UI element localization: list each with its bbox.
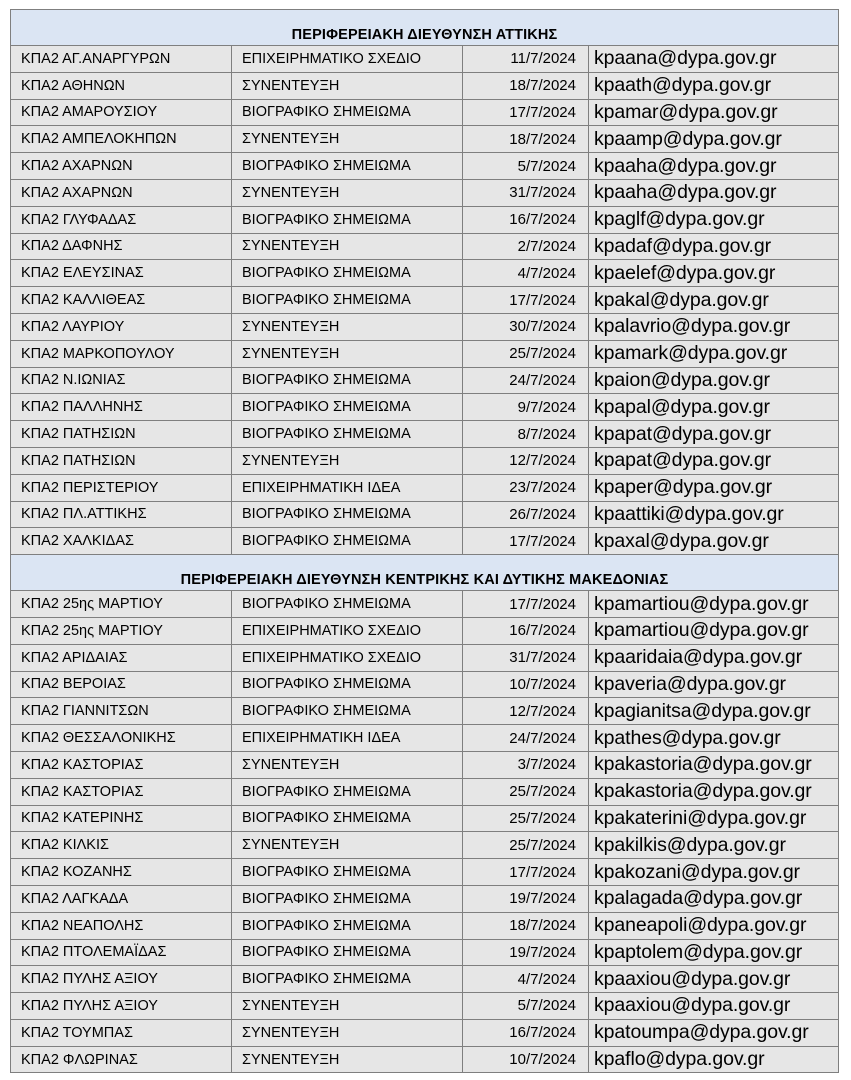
date-cell: 18/7/2024 [463,912,589,939]
topic-cell: ΣΥΝΕΝΤΕΥΞΗ [232,832,463,859]
topic-cell: ΕΠΙΧΕΙΡΗΜΑΤΙΚΗ ΙΔΕΑ [232,725,463,752]
table-row [11,644,839,671]
table-row [11,394,839,421]
topic-cell: ΒΙΟΓΡΑΦΙΚΟ ΣΗΜΕΙΩΜΑ [232,698,463,725]
email-cell: kpadaf@dypa.gov.gr [589,233,839,260]
office-cell: ΚΠΑ2 25ης ΜΑΡΤΙΟΥ [11,617,232,644]
date-cell: 16/7/2024 [463,617,589,644]
email-cell: kpaana@dypa.gov.gr [589,46,839,73]
table-row [11,206,839,233]
section-header-row [11,10,839,46]
schedule-table-body [11,10,839,1073]
email-cell: kpakal@dypa.gov.gr [589,287,839,314]
table-row [11,340,839,367]
email-cell: kpaglf@dypa.gov.gr [589,206,839,233]
email-cell: kpakastoria@dypa.gov.gr [589,778,839,805]
date-cell: 24/7/2024 [463,367,589,394]
date-cell: 31/7/2024 [463,644,589,671]
topic-cell: ΣΥΝΕΝΤΕΥΞΗ [232,233,463,260]
office-cell: ΚΠΑ2 ΝΕΑΠΟΛΗΣ [11,912,232,939]
office-cell: ΚΠΑ2 ΑΧΑΡΝΩΝ [11,153,232,180]
topic-cell: ΒΙΟΓΡΑΦΙΚΟ ΣΗΜΕΙΩΜΑ [232,591,463,618]
topic-cell: ΒΙΟΓΡΑΦΙΚΟ ΣΗΜΕΙΩΜΑ [232,671,463,698]
office-cell: ΚΠΑ2 ΛΑΥΡΙΟΥ [11,313,232,340]
date-cell: 4/7/2024 [463,966,589,993]
topic-cell: ΒΙΟΓΡΑΦΙΚΟ ΣΗΜΕΙΩΜΑ [232,805,463,832]
topic-cell: ΕΠΙΧΕΙΡΗΜΑΤΙΚΟ ΣΧΕΔΙΟ [232,46,463,73]
date-cell: 5/7/2024 [463,153,589,180]
topic-cell: ΣΥΝΕΝΤΕΥΞΗ [232,447,463,474]
date-cell: 9/7/2024 [463,394,589,421]
table-row [11,126,839,153]
office-cell: ΚΠΑ2 ΓΙΑΝΝΙΤΣΩΝ [11,698,232,725]
table-row [11,447,839,474]
office-cell: ΚΠΑ2 ΠΕΡΙΣΤΕΡΙΟΥ [11,474,232,501]
table-row [11,939,839,966]
office-cell: ΚΠΑ2 ΛΑΓΚΑΔΑ [11,885,232,912]
office-cell: ΚΠΑ2 ΠΥΛΗΣ ΑΞΙΟΥ [11,966,232,993]
office-cell: ΚΠΑ2 ΑΡΙΔΑΙΑΣ [11,644,232,671]
office-cell: ΚΠΑ2 ΑΧΑΡΝΩΝ [11,179,232,206]
email-cell: kpaper@dypa.gov.gr [589,474,839,501]
topic-cell: ΒΙΟΓΡΑΦΙΚΟ ΣΗΜΕΙΩΜΑ [232,939,463,966]
table-row [11,885,839,912]
email-cell: kpalagada@dypa.gov.gr [589,885,839,912]
office-cell: ΚΠΑ2 ΒΕΡΟΙΑΣ [11,671,232,698]
topic-cell: ΣΥΝΕΝΤΕΥΞΗ [232,751,463,778]
email-cell: kpakaterini@dypa.gov.gr [589,805,839,832]
email-cell: kpaattiki@dypa.gov.gr [589,501,839,528]
date-cell: 26/7/2024 [463,501,589,528]
table-row [11,153,839,180]
date-cell: 11/7/2024 [463,46,589,73]
table-row [11,72,839,99]
office-cell: ΚΠΑ2 Ν.ΙΩΝΙΑΣ [11,367,232,394]
date-cell: 25/7/2024 [463,778,589,805]
email-cell: kpapat@dypa.gov.gr [589,447,839,474]
date-cell: 30/7/2024 [463,313,589,340]
topic-cell: ΣΥΝΕΝΤΕΥΞΗ [232,993,463,1020]
topic-cell: ΒΙΟΓΡΑΦΙΚΟ ΣΗΜΕΙΩΜΑ [232,885,463,912]
office-cell: ΚΠΑ2 25ης ΜΑΡΤΙΟΥ [11,591,232,618]
email-cell: kpamartiou@dypa.gov.gr [589,617,839,644]
email-cell: kpakastoria@dypa.gov.gr [589,751,839,778]
date-cell: 18/7/2024 [463,72,589,99]
topic-cell: ΒΙΟΓΡΑΦΙΚΟ ΣΗΜΕΙΩΜΑ [232,421,463,448]
table-row [11,287,839,314]
topic-cell: ΣΥΝΕΝΤΕΥΞΗ [232,1046,463,1073]
table-row [11,617,839,644]
table-row [11,46,839,73]
table-row [11,501,839,528]
email-cell: kpaxal@dypa.gov.gr [589,528,839,555]
office-cell: ΚΠΑ2 ΚΟΖΑΝΗΣ [11,859,232,886]
office-cell: ΚΠΑ2 ΑΘΗΝΩΝ [11,72,232,99]
table-row [11,993,839,1020]
email-cell: kpakozani@dypa.gov.gr [589,859,839,886]
schedule-table [10,9,839,1073]
topic-cell: ΣΥΝΕΝΤΕΥΞΗ [232,126,463,153]
email-cell: kpaelef@dypa.gov.gr [589,260,839,287]
office-cell: ΚΠΑ2 ΠΥΛΗΣ ΑΞΙΟΥ [11,993,232,1020]
date-cell: 12/7/2024 [463,698,589,725]
office-cell: ΚΠΑ2 ΑΜΠΕΛΟΚΗΠΩΝ [11,126,232,153]
date-cell: 10/7/2024 [463,1046,589,1073]
email-cell: kpaneapoli@dypa.gov.gr [589,912,839,939]
office-cell: ΚΠΑ2 ΑΜΑΡΟΥΣΙΟΥ [11,99,232,126]
section-header-row [11,555,839,591]
email-cell: kpatoumpa@dypa.gov.gr [589,1019,839,1046]
date-cell: 17/7/2024 [463,859,589,886]
date-cell: 18/7/2024 [463,126,589,153]
topic-cell: ΒΙΟΓΡΑΦΙΚΟ ΣΗΜΕΙΩΜΑ [232,367,463,394]
email-cell: kpalavrio@dypa.gov.gr [589,313,839,340]
table-row [11,1046,839,1073]
date-cell: 12/7/2024 [463,447,589,474]
table-row [11,367,839,394]
office-cell: ΚΠΑ2 ΚΑΣΤΟΡΙΑΣ [11,778,232,805]
topic-cell: ΒΙΟΓΡΑΦΙΚΟ ΣΗΜΕΙΩΜΑ [232,528,463,555]
table-row [11,421,839,448]
date-cell: 5/7/2024 [463,993,589,1020]
office-cell: ΚΠΑ2 ΚΑΤΕΡΙΝΗΣ [11,805,232,832]
office-cell: ΚΠΑ2 ΔΑΦΝΗΣ [11,233,232,260]
table-row [11,725,839,752]
office-cell: ΚΠΑ2 ΘΕΣΣΑΛΟΝΙΚΗΣ [11,725,232,752]
topic-cell: ΒΙΟΓΡΑΦΙΚΟ ΣΗΜΕΙΩΜΑ [232,99,463,126]
topic-cell: ΒΙΟΓΡΑΦΙΚΟ ΣΗΜΕΙΩΜΑ [232,966,463,993]
table-row [11,99,839,126]
office-cell: ΚΠΑ2 ΧΑΛΚΙΔΑΣ [11,528,232,555]
office-cell: ΚΠΑ2 ΠΑΛΛΗΝΗΣ [11,394,232,421]
table-row [11,1019,839,1046]
email-cell: kpaamp@dypa.gov.gr [589,126,839,153]
date-cell: 17/7/2024 [463,287,589,314]
table-row [11,859,839,886]
table-row [11,474,839,501]
topic-cell: ΕΠΙΧΕΙΡΗΜΑΤΙΚΟ ΣΧΕΔΙΟ [232,617,463,644]
date-cell: 4/7/2024 [463,260,589,287]
office-cell: ΚΠΑ2 ΕΛΕΥΣΙΝΑΣ [11,260,232,287]
table-row [11,528,839,555]
date-cell: 19/7/2024 [463,939,589,966]
table-row [11,778,839,805]
date-cell: 2/7/2024 [463,233,589,260]
office-cell: ΚΠΑ2 ΦΛΩΡΙΝΑΣ [11,1046,232,1073]
topic-cell: ΕΠΙΧΕΙΡΗΜΑΤΙΚΗ ΙΔΕΑ [232,474,463,501]
table-row [11,751,839,778]
office-cell: ΚΠΑ2 ΚΑΛΛΙΘΕΑΣ [11,287,232,314]
office-cell: ΚΠΑ2 ΚΙΛΚΙΣ [11,832,232,859]
date-cell: 25/7/2024 [463,340,589,367]
section-title: ΠΕΡΙΦΕΡΕΙΑΚΗ ΔΙΕΥΘΥΝΣΗ ΚΕΝΤΡΙΚΗΣ ΚΑΙ ΔΥΤΙΚΗΣ ΜΑΚΕΔΟΝΙΑΣ [11,555,839,591]
table-row [11,233,839,260]
email-cell: kpakilkis@dypa.gov.gr [589,832,839,859]
topic-cell: ΕΠΙΧΕΙΡΗΜΑΤΙΚΟ ΣΧΕΔΙΟ [232,644,463,671]
email-cell: kpamartiou@dypa.gov.gr [589,591,839,618]
office-cell: ΚΠΑ2 ΓΛΥΦΑΔΑΣ [11,206,232,233]
date-cell: 17/7/2024 [463,591,589,618]
date-cell: 23/7/2024 [463,474,589,501]
email-cell: kpaaridaia@dypa.gov.gr [589,644,839,671]
office-cell: ΚΠΑ2 ΤΟΥΜΠΑΣ [11,1019,232,1046]
email-cell: kpamark@dypa.gov.gr [589,340,839,367]
table-row [11,179,839,206]
topic-cell: ΣΥΝΕΝΤΕΥΞΗ [232,1019,463,1046]
topic-cell: ΣΥΝΕΝΤΕΥΞΗ [232,313,463,340]
email-cell: kpaveria@dypa.gov.gr [589,671,839,698]
topic-cell: ΒΙΟΓΡΑΦΙΚΟ ΣΗΜΕΙΩΜΑ [232,501,463,528]
table-row [11,966,839,993]
office-cell: ΚΠΑ2 ΠΑΤΗΣΙΩΝ [11,421,232,448]
table-row [11,912,839,939]
table-row [11,591,839,618]
email-cell: kpapal@dypa.gov.gr [589,394,839,421]
date-cell: 3/7/2024 [463,751,589,778]
office-cell: ΚΠΑ2 ΚΑΣΤΟΡΙΑΣ [11,751,232,778]
date-cell: 10/7/2024 [463,671,589,698]
topic-cell: ΒΙΟΓΡΑΦΙΚΟ ΣΗΜΕΙΩΜΑ [232,912,463,939]
email-cell: kpaath@dypa.gov.gr [589,72,839,99]
topic-cell: ΒΙΟΓΡΑΦΙΚΟ ΣΗΜΕΙΩΜΑ [232,287,463,314]
topic-cell: ΣΥΝΕΝΤΕΥΞΗ [232,340,463,367]
office-cell: ΚΠΑ2 ΑΓ.ΑΝΑΡΓΥΡΩΝ [11,46,232,73]
date-cell: 16/7/2024 [463,1019,589,1046]
email-cell: kpagianitsa@dypa.gov.gr [589,698,839,725]
email-cell: kpaaxiou@dypa.gov.gr [589,966,839,993]
table-row [11,698,839,725]
topic-cell: ΒΙΟΓΡΑΦΙΚΟ ΣΗΜΕΙΩΜΑ [232,206,463,233]
topic-cell: ΣΥΝΕΝΤΕΥΞΗ [232,72,463,99]
email-cell: kpaptolem@dypa.gov.gr [589,939,839,966]
office-cell: ΚΠΑ2 ΠΛ.ΑΤΤΙΚΗΣ [11,501,232,528]
email-cell: kpaaha@dypa.gov.gr [589,179,839,206]
section-title: ΠΕΡΙΦΕΡΕΙΑΚΗ ΔΙΕΥΘΥΝΣΗ ΑΤΤΙΚΗΣ [11,10,839,46]
topic-cell: ΒΙΟΓΡΑΦΙΚΟ ΣΗΜΕΙΩΜΑ [232,859,463,886]
email-cell: kpathes@dypa.gov.gr [589,725,839,752]
date-cell: 19/7/2024 [463,885,589,912]
date-cell: 24/7/2024 [463,725,589,752]
email-cell: kpaflo@dypa.gov.gr [589,1046,839,1073]
office-cell: ΚΠΑ2 ΠΤΟΛΕΜΑΪΔΑΣ [11,939,232,966]
table-row [11,260,839,287]
topic-cell: ΣΥΝΕΝΤΕΥΞΗ [232,179,463,206]
email-cell: kpapat@dypa.gov.gr [589,421,839,448]
date-cell: 17/7/2024 [463,528,589,555]
date-cell: 25/7/2024 [463,805,589,832]
date-cell: 8/7/2024 [463,421,589,448]
office-cell: ΚΠΑ2 ΠΑΤΗΣΙΩΝ [11,447,232,474]
topic-cell: ΒΙΟΓΡΑΦΙΚΟ ΣΗΜΕΙΩΜΑ [232,153,463,180]
office-cell: ΚΠΑ2 ΜΑΡΚΟΠΟΥΛΟΥ [11,340,232,367]
date-cell: 17/7/2024 [463,99,589,126]
email-cell: kpaaxiou@dypa.gov.gr [589,993,839,1020]
date-cell: 31/7/2024 [463,179,589,206]
topic-cell: ΒΙΟΓΡΑΦΙΚΟ ΣΗΜΕΙΩΜΑ [232,394,463,421]
email-cell: kpaion@dypa.gov.gr [589,367,839,394]
topic-cell: ΒΙΟΓΡΑΦΙΚΟ ΣΗΜΕΙΩΜΑ [232,778,463,805]
table-row [11,832,839,859]
email-cell: kpamar@dypa.gov.gr [589,99,839,126]
date-cell: 16/7/2024 [463,206,589,233]
table-row [11,671,839,698]
email-cell: kpaaha@dypa.gov.gr [589,153,839,180]
topic-cell: ΒΙΟΓΡΑΦΙΚΟ ΣΗΜΕΙΩΜΑ [232,260,463,287]
table-row [11,313,839,340]
table-row [11,805,839,832]
date-cell: 25/7/2024 [463,832,589,859]
